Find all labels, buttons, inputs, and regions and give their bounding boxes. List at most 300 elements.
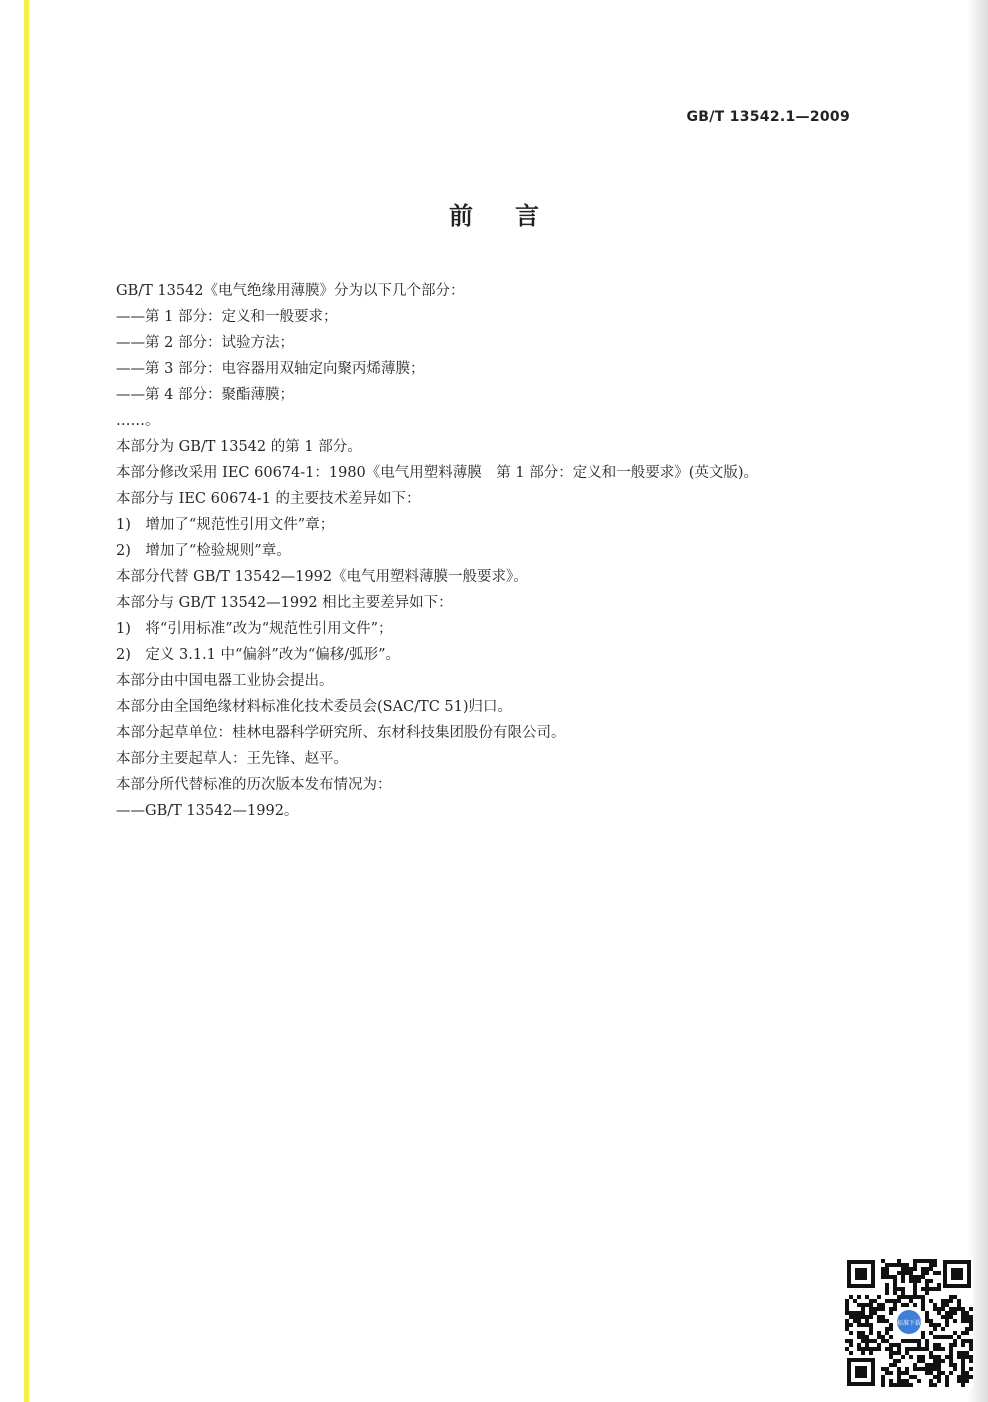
qr-module: [965, 1319, 969, 1323]
qr-module: [929, 1319, 933, 1323]
qr-module: [913, 1287, 917, 1291]
qr-module: [877, 1307, 881, 1311]
qr-module: [917, 1359, 921, 1363]
qr-module: [957, 1299, 961, 1303]
text-line: ——第 1 部分：定义和一般要求；: [116, 309, 338, 325]
qr-module: [865, 1343, 869, 1347]
qr-module: [905, 1347, 909, 1351]
qr-module: [929, 1287, 933, 1291]
qr-module: [949, 1351, 953, 1355]
qr-module: [853, 1315, 857, 1319]
qr-module: [965, 1315, 969, 1319]
qr-module: [889, 1343, 893, 1347]
qr-module: [953, 1331, 957, 1335]
qr-module: [909, 1347, 913, 1351]
qr-module: [869, 1299, 873, 1303]
qr-module: [949, 1343, 953, 1347]
qr-module: [857, 1295, 861, 1299]
qr-module: [881, 1367, 885, 1371]
qr-module: [945, 1323, 949, 1327]
qr-module: [905, 1371, 909, 1375]
qr-module: [949, 1315, 953, 1319]
qr-module: [861, 1339, 865, 1343]
qr-module: [849, 1343, 853, 1347]
qr-module: [953, 1319, 957, 1323]
qr-module: [965, 1371, 969, 1375]
qr-module: [897, 1295, 901, 1299]
qr-module: [845, 1347, 849, 1351]
qr-module: [885, 1263, 889, 1267]
qr-module: [877, 1315, 881, 1319]
text-line: 2) 增加了“检验规则”章。: [116, 543, 291, 559]
text-line: 本部分所代替标准的历次版本发布情况为：: [116, 777, 392, 793]
qr-module: [881, 1335, 885, 1339]
qr-module: [889, 1383, 893, 1387]
qr-module: [861, 1335, 865, 1339]
qr-module: [913, 1367, 917, 1371]
qr-module: [937, 1359, 941, 1363]
qr-module: [865, 1319, 869, 1323]
qr-module: [945, 1355, 949, 1359]
qr-module: [917, 1355, 921, 1359]
qr-logo-text: 标准下载: [896, 1320, 922, 1327]
qr-module: [901, 1267, 905, 1271]
qr-module: [877, 1319, 881, 1323]
qr-module: [953, 1367, 957, 1371]
qr-module: [861, 1323, 865, 1327]
qr-module: [933, 1363, 937, 1367]
qr-module: [893, 1275, 897, 1279]
qr-module: [933, 1327, 937, 1331]
qr-module: [869, 1303, 873, 1307]
qr-module: [957, 1355, 961, 1359]
qr-module: [893, 1363, 897, 1367]
qr-module: [917, 1343, 921, 1347]
qr-module: [853, 1299, 857, 1303]
qr-module: [845, 1327, 849, 1331]
qr-module: [917, 1295, 921, 1299]
qr-module: [945, 1379, 949, 1383]
qr-module: [929, 1331, 933, 1335]
qr-module: [953, 1295, 957, 1299]
qr-module: [925, 1339, 929, 1343]
qr-module: [857, 1335, 861, 1339]
qr-module: [949, 1295, 953, 1299]
qr-module: [933, 1343, 937, 1347]
qr-module: [929, 1299, 933, 1303]
qr-module: [865, 1303, 869, 1307]
qr-module: [877, 1303, 881, 1307]
qr-module: [849, 1351, 853, 1355]
qr-module: [941, 1307, 945, 1311]
qr-module: [921, 1367, 925, 1371]
qr-module: [913, 1291, 917, 1295]
qr-module: [941, 1327, 945, 1331]
qr-module: [909, 1275, 913, 1279]
qr-module: [885, 1275, 889, 1279]
qr-module: [945, 1319, 949, 1323]
qr-module: [909, 1271, 913, 1275]
qr-module: [909, 1279, 913, 1283]
qr-module: [917, 1379, 921, 1383]
qr-module: [969, 1343, 973, 1347]
qr-module: [893, 1351, 897, 1355]
page-title: 前言: [449, 202, 581, 230]
qr-module: [961, 1315, 965, 1319]
qr-module: [909, 1375, 913, 1379]
qr-module: [921, 1331, 925, 1335]
qr-code-graphic: [845, 1258, 973, 1388]
qr-module: [921, 1355, 925, 1359]
qr-module: [897, 1359, 901, 1363]
qr-module: [905, 1263, 909, 1267]
qr-module: [929, 1355, 933, 1359]
qr-module: [893, 1383, 897, 1387]
qr-module: [901, 1383, 905, 1387]
qr-module: [925, 1287, 929, 1291]
qr-module: [961, 1307, 965, 1311]
text-line: 本部分为 GB/T 13542 的第 1 部分。: [116, 439, 362, 455]
qr-module: [893, 1291, 897, 1295]
qr-module: [901, 1279, 905, 1283]
qr-module: [953, 1307, 957, 1311]
qr-module: [937, 1335, 941, 1339]
qr-module: [933, 1271, 937, 1275]
qr-module: [933, 1375, 937, 1379]
qr-module: [865, 1295, 869, 1299]
qr-module: [849, 1315, 853, 1319]
qr-module: [857, 1311, 861, 1315]
qr-module: [965, 1351, 969, 1355]
qr-module: [889, 1363, 893, 1367]
qr-module: [925, 1279, 929, 1283]
qr-module: [861, 1315, 865, 1319]
qr-module: [869, 1331, 873, 1335]
qr-module: [901, 1287, 905, 1291]
text-line: 本部分由中国电器工业协会提出。: [116, 673, 334, 689]
qr-module: [933, 1323, 937, 1327]
qr-module: [893, 1263, 897, 1267]
qr-module: [969, 1323, 973, 1327]
qr-module: [961, 1351, 965, 1355]
text-line: 本部分主要起草人：王先锋、赵平。: [116, 751, 348, 767]
qr-module: [913, 1347, 917, 1351]
qr-module: [877, 1335, 881, 1339]
qr-module: [961, 1331, 965, 1335]
qr-module: [897, 1259, 901, 1263]
qr-module: [905, 1379, 909, 1383]
qr-module: [881, 1375, 885, 1379]
qr-module: [957, 1335, 961, 1339]
qr-module: [857, 1347, 861, 1351]
qr-module: [933, 1335, 937, 1339]
qr-module: [881, 1275, 885, 1279]
qr-module: [921, 1267, 925, 1271]
qr-module: [889, 1275, 893, 1279]
qr-module: [869, 1307, 873, 1311]
qr-module: [893, 1283, 897, 1287]
qr-module: [885, 1319, 889, 1323]
qr-module: [853, 1311, 857, 1315]
qr-module: [949, 1371, 953, 1375]
qr-module: [965, 1339, 969, 1343]
qr-module: [957, 1351, 961, 1355]
qr-module: [889, 1327, 893, 1331]
qr-module: [941, 1347, 945, 1351]
qr-module: [949, 1363, 953, 1367]
qr-module: [921, 1287, 925, 1291]
qr-module: [905, 1271, 909, 1275]
qr-module: [945, 1375, 949, 1379]
qr-module: [845, 1319, 849, 1323]
qr-module: [921, 1275, 925, 1279]
qr-module: [845, 1307, 849, 1311]
qr-module: [925, 1267, 929, 1271]
qr-module: [921, 1359, 925, 1363]
qr-module: [917, 1347, 921, 1351]
qr-module: [969, 1367, 973, 1371]
qr-module: [949, 1359, 953, 1363]
qr-module: [969, 1375, 973, 1379]
qr-module: [893, 1303, 897, 1307]
qr-module: [913, 1279, 917, 1283]
qr-module: [941, 1359, 945, 1363]
qr-module: [885, 1371, 889, 1375]
qr-code[interactable]: [845, 1258, 973, 1388]
qr-module: [873, 1311, 877, 1315]
qr-module: [869, 1315, 873, 1319]
qr-module: [881, 1379, 885, 1383]
qr-module: [857, 1319, 861, 1323]
qr-module: [933, 1355, 937, 1359]
qr-module: [881, 1315, 885, 1319]
qr-module: [897, 1367, 901, 1371]
qr-module: [849, 1295, 853, 1299]
qr-module: [969, 1359, 973, 1363]
qr-module: [881, 1339, 885, 1343]
qr-module: [921, 1335, 925, 1339]
qr-module: [877, 1343, 881, 1347]
text-line: 本部分修改采用 IEC 60674-1：1980《电气用塑料薄膜 第 1 部分：定义和一般要求》(英文版)。: [116, 465, 759, 481]
qr-module: [885, 1283, 889, 1287]
qr-module: [917, 1259, 921, 1263]
qr-module: [865, 1347, 869, 1351]
qr-module: [957, 1375, 961, 1379]
qr-module: [965, 1327, 969, 1331]
qr-module: [897, 1263, 901, 1267]
qr-module: [889, 1335, 893, 1339]
qr-module: [909, 1299, 913, 1303]
qr-module: [929, 1279, 933, 1283]
qr-module: [945, 1299, 949, 1303]
qr-module: [913, 1363, 917, 1367]
qr-module: [933, 1263, 937, 1267]
qr-module: [865, 1323, 869, 1327]
qr-module: [861, 1351, 865, 1355]
qr-module: [889, 1307, 893, 1311]
qr-module: [913, 1283, 917, 1287]
qr-module: [905, 1367, 909, 1371]
qr-module: [953, 1343, 957, 1347]
qr-module: [957, 1307, 961, 1311]
qr-module: [897, 1271, 901, 1275]
qr-module: [917, 1339, 921, 1343]
qr-module: [929, 1351, 933, 1355]
qr-module: [885, 1347, 889, 1351]
qr-module: [965, 1311, 969, 1315]
qr-module: [849, 1323, 853, 1327]
qr-module: [913, 1375, 917, 1379]
qr-module: [937, 1271, 941, 1275]
qr-module: [861, 1307, 865, 1311]
qr-module: [873, 1299, 877, 1303]
qr-module: [845, 1299, 849, 1303]
qr-module: [897, 1379, 901, 1383]
qr-module: [953, 1339, 957, 1343]
qr-module: [901, 1291, 905, 1295]
qr-module: [873, 1347, 877, 1351]
qr-module: [877, 1331, 881, 1335]
qr-module: [885, 1267, 889, 1271]
qr-module: [921, 1259, 925, 1263]
qr-module: [929, 1383, 933, 1387]
qr-module: [877, 1295, 881, 1299]
qr-module: [897, 1383, 901, 1387]
qr-module: [909, 1383, 913, 1387]
qr-module: [913, 1339, 917, 1343]
qr-module: [933, 1367, 937, 1371]
qr-module: [889, 1379, 893, 1383]
text-line: 1) 增加了“规范性引用文件”章；: [116, 517, 335, 533]
qr-module: [865, 1335, 869, 1339]
qr-module: [909, 1267, 913, 1271]
qr-module: [845, 1339, 849, 1343]
qr-module: [925, 1271, 929, 1275]
qr-module: [925, 1371, 929, 1375]
qr-module: [857, 1343, 861, 1347]
qr-module: [969, 1355, 973, 1359]
qr-module: [905, 1351, 909, 1355]
qr-module: [901, 1295, 905, 1299]
qr-module: [925, 1367, 929, 1371]
qr-module: [941, 1299, 945, 1303]
qr-module: [929, 1263, 933, 1267]
foreword-body: [116, 278, 846, 824]
qr-module: [881, 1307, 885, 1311]
qr-module: [901, 1303, 905, 1307]
qr-module: [917, 1279, 921, 1283]
qr-module: [901, 1263, 905, 1267]
qr-module: [925, 1319, 929, 1323]
qr-module: [953, 1363, 957, 1367]
qr-module: [961, 1311, 965, 1315]
qr-module: [873, 1307, 877, 1311]
qr-module: [933, 1359, 937, 1363]
qr-module: [949, 1355, 953, 1359]
qr-module: [869, 1347, 873, 1351]
qr-module: [857, 1303, 861, 1307]
qr-module: [865, 1315, 869, 1319]
qr-module: [889, 1263, 893, 1267]
qr-module: [893, 1299, 897, 1303]
qr-module: [921, 1303, 925, 1307]
qr-module: [861, 1303, 865, 1307]
qr-module: [901, 1339, 905, 1343]
qr-module: [961, 1359, 965, 1363]
qr-module: [961, 1375, 965, 1379]
qr-module: [925, 1283, 929, 1287]
qr-module: [901, 1271, 905, 1275]
qr-module: [897, 1347, 901, 1351]
qr-module: [869, 1351, 873, 1355]
qr-module: [873, 1339, 877, 1343]
qr-module: [933, 1259, 937, 1263]
qr-module: [929, 1323, 933, 1327]
qr-module: [921, 1295, 925, 1299]
qr-module: [885, 1271, 889, 1275]
qr-module: [909, 1339, 913, 1343]
qr-module: [961, 1343, 965, 1347]
qr-module: [969, 1307, 973, 1311]
qr-module: [941, 1371, 945, 1375]
qr-module: [961, 1319, 965, 1323]
qr-module: [921, 1347, 925, 1351]
qr-module: [925, 1259, 929, 1263]
qr-module: [861, 1331, 865, 1335]
qr-module: [961, 1383, 965, 1387]
qr-module: [945, 1311, 949, 1315]
qr-module: [969, 1347, 973, 1351]
qr-module: [937, 1307, 941, 1311]
qr-module: [913, 1267, 917, 1271]
qr-module: [921, 1271, 925, 1275]
qr-module: [937, 1379, 941, 1383]
qr-module: [905, 1295, 909, 1299]
qr-module: [949, 1335, 953, 1339]
text-line: 本部分与 IEC 60674-1 的主要技术差异如下：: [116, 491, 421, 507]
qr-module: [845, 1303, 849, 1307]
qr-module: [885, 1291, 889, 1295]
qr-module: [897, 1371, 901, 1375]
text-line: 本部分由全国绝缘材料标准化技术委员会(SAC/TC 51)归口。: [116, 699, 513, 715]
qr-module: [921, 1299, 925, 1303]
qr-module: [897, 1287, 901, 1291]
qr-module: [957, 1379, 961, 1383]
qr-module: [885, 1287, 889, 1291]
qr-module: [937, 1375, 941, 1379]
qr-module: [861, 1347, 865, 1351]
qr-module: [969, 1339, 973, 1343]
qr-module: [925, 1311, 929, 1315]
qr-module: [869, 1327, 873, 1331]
qr-module: [909, 1355, 913, 1359]
qr-module: [937, 1367, 941, 1371]
qr-module: [913, 1295, 917, 1299]
qr-module: [929, 1379, 933, 1383]
qr-module: [969, 1315, 973, 1319]
qr-module: [925, 1315, 929, 1319]
qr-module: [965, 1331, 969, 1335]
qr-module: [953, 1311, 957, 1315]
qr-module: [881, 1383, 885, 1387]
text-line: ……。: [116, 413, 160, 429]
qr-module: [945, 1335, 949, 1339]
text-line: 2) 定义 3.1.1 中“偏斜”改为“偏移/弧形”。: [116, 647, 401, 663]
qr-module: [881, 1319, 885, 1323]
qr-module: [901, 1355, 905, 1359]
qr-module: [933, 1287, 937, 1291]
qr-module: [969, 1319, 973, 1323]
